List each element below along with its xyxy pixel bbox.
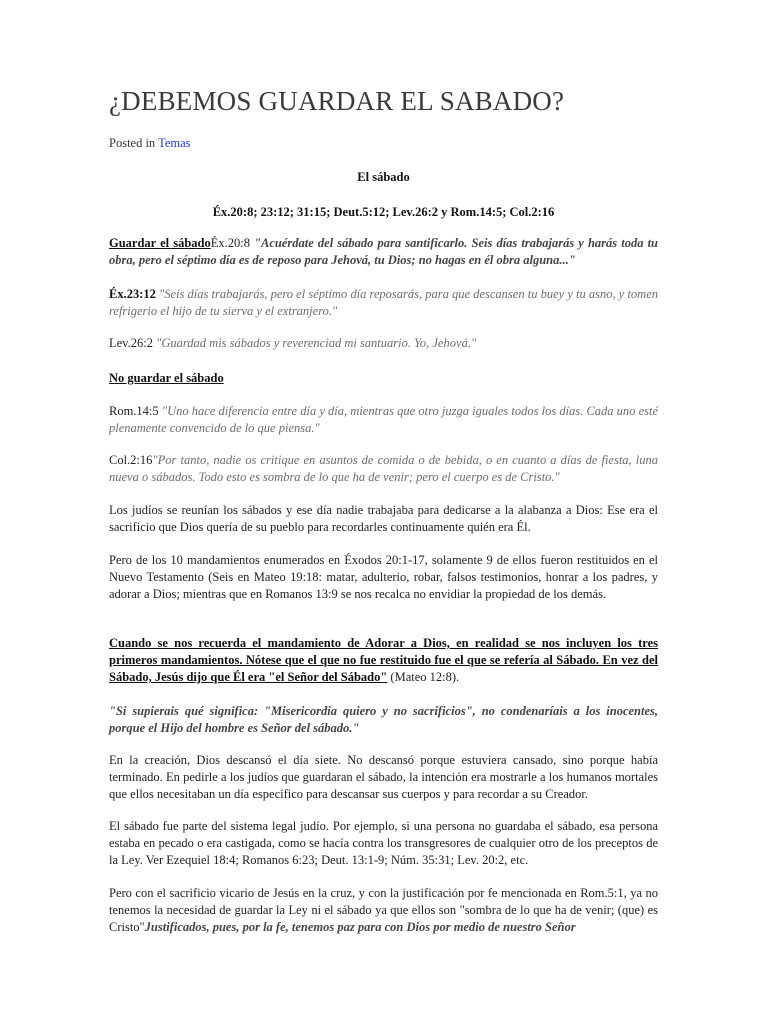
- paragraph-lev26: [109, 335, 658, 352]
- paragraph-judios: Los judíos se reunían los sábados y ese día nadie trabajaba para dedicarse a la alabanza a Dios: Ese era el sacrificio que Dios quería de su pueblo para recordarles continuamente quién era Él.: [109, 503, 658, 534]
- paragraph-ex23: [109, 286, 658, 320]
- paragraph-creacion: En la creación, Dios descansó el día siete. No descansó porque estuviera cansado, sino porque había terminado. En pedirle a los judíos que guardaran el sábado, la intención era mostrarle a los humanos mortales que ellos necesitaban un día específico para descansar sus cuerpos y para recordar a su Creador.: [109, 753, 658, 801]
- paragraph-sacrificio: [109, 885, 658, 936]
- lev26-ref: Lev.26:2: [109, 336, 153, 350]
- paragraph-misericordia: "Si supierais qué significa: "Misericordia quiero y no sacrificios", no condenaríais a los inocentes, porque el Hijo del hombre es Señor del sábado.": [109, 704, 658, 735]
- paragraph-rom14: [109, 403, 658, 437]
- sacrificio-text: Pero con el sacrificio vicario de Jesús en la cruz, y con la justificación por fe mencionada en Rom.5:1, ya no tenemos la necesidad de guardar la Ley ni el sábado ya que ellos son "sombra de lo que ha de venir; (que) es Cristo": [109, 886, 658, 934]
- category-link[interactable]: Temas: [158, 136, 191, 150]
- lev26-quote: "Guardad mis sábados y reverenciad mi santuario. Yo, Jehová.": [156, 336, 477, 350]
- paragraph-col2: [109, 452, 658, 486]
- posted-prefix: Posted in: [109, 136, 156, 150]
- sacrificio-quote: Justificados, pues, por la fe, tenemos paz para con Dios por medio de nuestro Señor: [144, 920, 576, 934]
- scripture-references: Éx.20:8; 23:12; 31:15; Deut.5:12; Lev.26:2 y Rom.14:5; Col.2:16: [212, 205, 555, 219]
- page-title: ¿DEBEMOS GUARDAR EL SABADO?: [109, 86, 565, 116]
- paragraph-sistema-legal: El sábado fue parte del sistema legal judío. Por ejemplo, si una persona no guardaba el sábado, esa persona estaba en pecado o era castigada, como se hacía contra los transgresores de cualquier otro de los preceptos de la Ley. Ver Ezequiel 18:4; Romanos 6:23; Deut. 13:1-9; Núm. 35:31; Lev. 20:2, etc.: [109, 819, 658, 867]
- guardar-quote: "Acuérdate del sábado para santificarlo. Seis días trabajarás y harás toda tu obra, pero el séptimo día es de reposo para Jehová, tu Dios; no hagas en él obra alguna...": [109, 236, 658, 267]
- guardar-ref: Éx.20:8: [210, 236, 250, 250]
- posted-in-line: [109, 136, 191, 151]
- adorar-bold: Cuando se nos recuerda el mandamiento de Adorar a Dios, en realidad se nos incluyen los tres primeros mandamientos. Nótese que el que no fue restituido fue el que se refería al Sábado. En vez del Sábado, Jesús dijo que Él era "el Señor del Sábado": [109, 636, 658, 684]
- guardar-label: Guardar el sábado: [109, 236, 211, 250]
- col2-ref: Col.2:16: [109, 453, 153, 467]
- adorar-ref: (Mateo 12:8).: [387, 670, 460, 684]
- ex23-quote: "Seis días trabajarás, pero el séptimo día reposarás, para que descansen tu buey y tu asno, y tomen refrigerio el hijo de tu sierva y el extranjero.": [109, 287, 658, 318]
- paragraph-mandamientos: Pero de los 10 mandamientos enumerados en Éxodos 20:1-17, solamente 9 de ellos fueron restituidos en el Nuevo Testamento (Seis en Mateo 19:18: matar, adulterio, robar, falsos testimonios, honrar a los padres, y adorar a Dios; mientras que en Romanos 13:9 se nos recalca no envidiar la propiedad de los demás.: [109, 553, 658, 601]
- no-guardar-heading: No guardar el sábado: [109, 371, 224, 385]
- ex23-ref: Éx.23:12: [109, 287, 156, 301]
- paragraph-adorar: [109, 635, 658, 686]
- rom14-ref: Rom.14:5: [109, 404, 159, 418]
- rom14-quote: "Uno hace diferencia entre día y día, mientras que otro juzga iguales todos los días. Cada uno esté plenamente convencido de lo que piensa.": [109, 404, 659, 435]
- paragraph-guardar: [109, 235, 658, 269]
- col2-quote: "Por tanto, nadie os critique en asuntos de comida o de bebida, o en cuanto a días de fiesta, luna nueva o sábados. Todo esto es sombra de lo que ha de venir; pero el cuerpo es de Cristo.": [109, 453, 658, 484]
- section-heading: El sábado: [357, 170, 410, 184]
